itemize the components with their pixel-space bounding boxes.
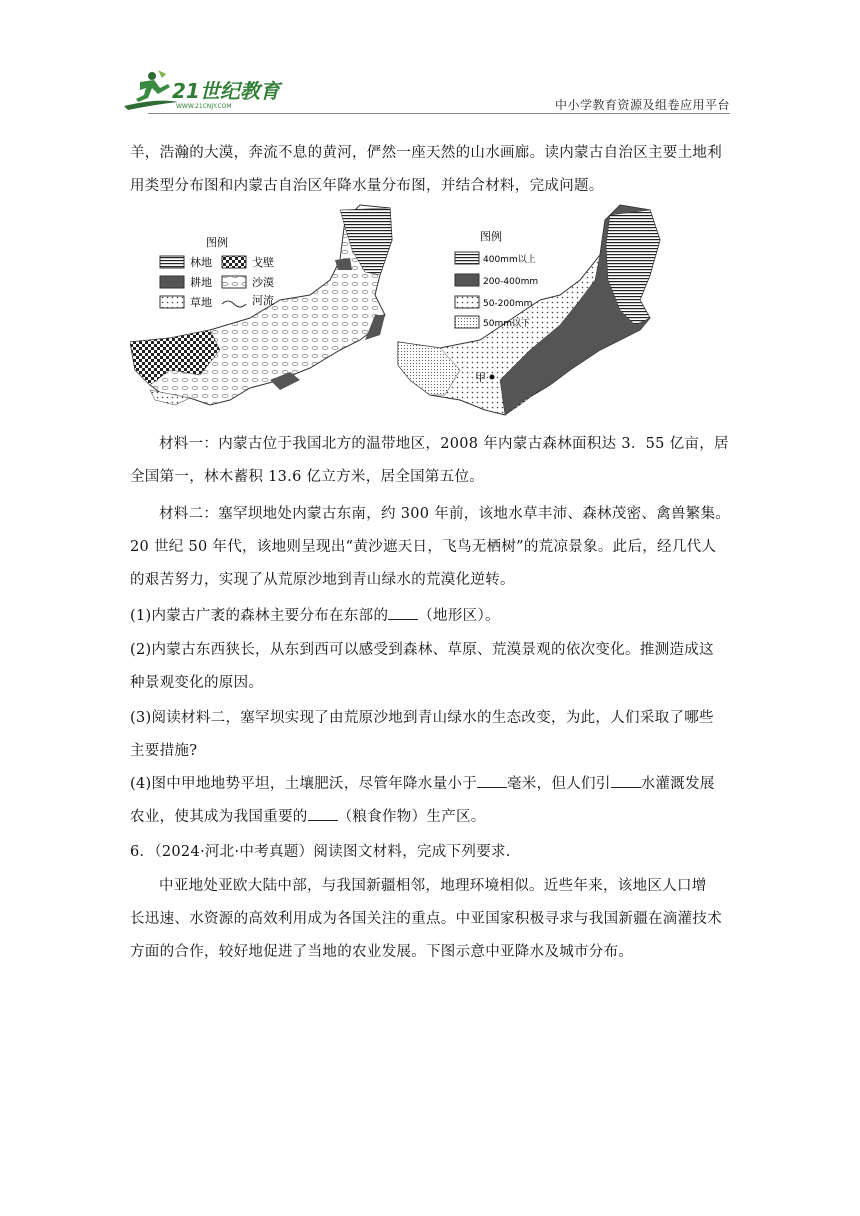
- land-legend-title: 图例: [206, 236, 228, 249]
- material-1-line-1: 材料一：内蒙古位于我国北方的温带地区，2008 年内蒙古森林面积达 3．55 亿亩，居: [159, 436, 729, 452]
- legend-gobi: 戈壁: [252, 256, 274, 269]
- legend-desert: 沙漠: [252, 276, 274, 289]
- material-2-line-3: 的艰苦努力，实现了从荒原沙地到青山绿水的荒漠化逆转。: [130, 572, 515, 588]
- legend-farmland-swatch: [160, 276, 184, 288]
- material-1: [130, 428, 734, 494]
- question-2-line-1: (2)内蒙古东西狭长，从东到西可以感受到森林、草原、荒漠景观的依次变化。推测造成这: [130, 642, 714, 658]
- question-4-part-5: （粮食作物）生产区。: [337, 809, 486, 825]
- question-2-line-2: 种景观变化的原因。: [130, 675, 264, 691]
- question-4: [130, 768, 734, 834]
- intro-text: [130, 137, 734, 203]
- legend-200-400-swatch: [455, 274, 479, 286]
- answer-blank[interactable]: [388, 605, 418, 620]
- question-3: [130, 702, 734, 768]
- legend-desert-swatch: [222, 276, 246, 288]
- legend-50-200-swatch: [455, 296, 479, 308]
- legend-forest: 林地: [190, 256, 212, 269]
- question-1: [130, 600, 734, 633]
- answer-blank[interactable]: [477, 773, 507, 788]
- question-1-text: (1)内蒙古广袤的森林主要分布在东部的: [130, 608, 389, 624]
- legend-gobi-swatch: [222, 256, 246, 268]
- answer-blank[interactable]: [308, 806, 338, 821]
- precipitation-map: [398, 205, 660, 415]
- intro-line-2: 用类型分布图和内蒙古自治区年降水量分布图，并结合材料，完成问题。: [130, 178, 604, 194]
- central-asia-material: [130, 870, 734, 969]
- legend-400-swatch: [455, 252, 479, 264]
- question-4-part-4: 农业，使其成为我国重要的: [130, 809, 308, 825]
- legend-50-below-swatch: [455, 316, 479, 328]
- central-asia-line-3: 方面的合作，较好地促进了当地的农业发展。下图示意中亚降水及城市分布。: [130, 944, 634, 960]
- legend-river-symbol: [222, 301, 246, 307]
- question-4-part-3: 水灌溉发展: [640, 776, 715, 792]
- legend-400-above: 400mm以上: [483, 255, 536, 265]
- legend-forest-swatch: [160, 256, 184, 268]
- logo-21cnjy: [118, 68, 298, 112]
- material-2: [130, 498, 734, 597]
- intro-line-1: 羊，浩瀚的大漠，奔流不息的黄河，俨然一座天然的山水画廊。读内蒙古自治区主要土地利: [130, 145, 722, 161]
- location-jia-label: 甲: [475, 371, 486, 384]
- question-3-line-2: 主要措施?: [130, 743, 198, 759]
- legend-grassland-swatch: [160, 296, 184, 308]
- precip-legend-title: 图例: [480, 230, 502, 243]
- header-divider: [148, 113, 730, 114]
- material-1-line-2: 全国第一，林木蓄积 13.6 亿立方米，居全国第五位。: [130, 469, 485, 485]
- central-asia-line-2: 长迅速、水资源的高效利用成为各国关注的重点。中亚国家积极寻求与我国新疆在滴灌技术: [130, 911, 722, 927]
- legend-farmland: 耕地: [190, 276, 212, 289]
- legend-200-400: 200-400mm: [483, 277, 539, 287]
- maps-figure: [130, 200, 730, 430]
- question-4-part-2: 毫米，但人们引: [507, 776, 611, 792]
- platform-title: 中小学教育资源及组卷应用平台: [554, 98, 730, 112]
- logo-url: WWW.21CNJY.COM: [176, 103, 232, 110]
- question-2: [130, 634, 734, 700]
- material-2-line-2: 20 世纪 50 年代，该地则呈现出“黄沙遮天日，飞鸟无栖树”的荒凉景象。此后，经几代人: [130, 539, 717, 555]
- question-6-heading: 6．（2024·河北·中考真题）阅读图文材料，完成下列要求.: [130, 844, 511, 860]
- question-4-part-1: (4)图中甲地地势平坦，土壤肥沃，尽管年降水量小于: [130, 776, 478, 792]
- location-jia-marker: [490, 375, 495, 380]
- legend-50-200: 50-200mm: [483, 299, 533, 309]
- central-asia-line-1: 中亚地处亚欧大陆中部，与我国新疆相邻，地理环境相似。近些年来，该地区人口增: [159, 878, 707, 894]
- page-header: [118, 66, 730, 114]
- material-2-line-1: 材料二：塞罕坝地处内蒙古东南，约 300 年前，该地水草丰沛、森林茂密、禽兽繁集。: [159, 506, 731, 522]
- legend-grassland: 草地: [190, 296, 212, 309]
- question-1-suffix: （地形区）。: [418, 608, 500, 624]
- logo-text: 21世纪教育: [172, 79, 280, 103]
- legend-50-below: 50mm以下: [483, 319, 530, 329]
- legend-river: 河流: [252, 294, 274, 307]
- question-3-line-1: (3)阅读材料二，塞罕坝实现了由荒原沙地到青山绿水的生态改变，为此，人们采取了哪些: [130, 710, 714, 726]
- answer-blank[interactable]: [611, 773, 641, 788]
- land-use-map: [130, 205, 392, 405]
